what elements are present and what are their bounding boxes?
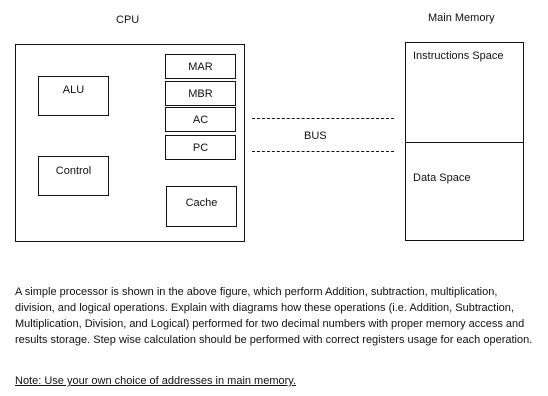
register-mar-label: MAR [188, 60, 213, 73]
control-box [38, 156, 109, 196]
cache-label: Cache [185, 196, 218, 209]
bus-line-bottom [252, 151, 394, 152]
question-paragraph: A simple processor is shown in the above figure, which perform Addition, subtraction, multiplication, division, and logical operations. Explain with diagrams how these operations (i.e. Addition, Subtraction, Multiplication, Division, and Logical) performed for two decimal numbers with proper memory access and results storage. Step wise calculation should be performed with correct registers usage for each operation. [15, 286, 533, 346]
register-pc-label: PC [192, 141, 209, 154]
data-space-label: Data Space [413, 172, 471, 184]
register-mar [165, 54, 236, 79]
register-mbr-label: MBR [188, 87, 213, 100]
instructions-space-label: Instructions Space [413, 50, 504, 62]
bus-line-top [252, 118, 394, 119]
cache-box [166, 186, 237, 227]
register-mbr [165, 81, 236, 106]
cpu-title: CPU [116, 14, 140, 26]
bus-label: BUS [304, 130, 327, 142]
memory-divider [405, 142, 524, 143]
register-ac [165, 107, 236, 132]
alu-label: ALU [62, 84, 85, 96]
main-memory-title: Main Memory [428, 12, 495, 24]
control-label: Control [55, 165, 92, 177]
register-ac-label: AC [192, 113, 209, 126]
register-pc [165, 135, 236, 160]
note-text: Note: Use your own choice of addresses in main memory. [15, 375, 297, 387]
alu-box [38, 76, 109, 116]
